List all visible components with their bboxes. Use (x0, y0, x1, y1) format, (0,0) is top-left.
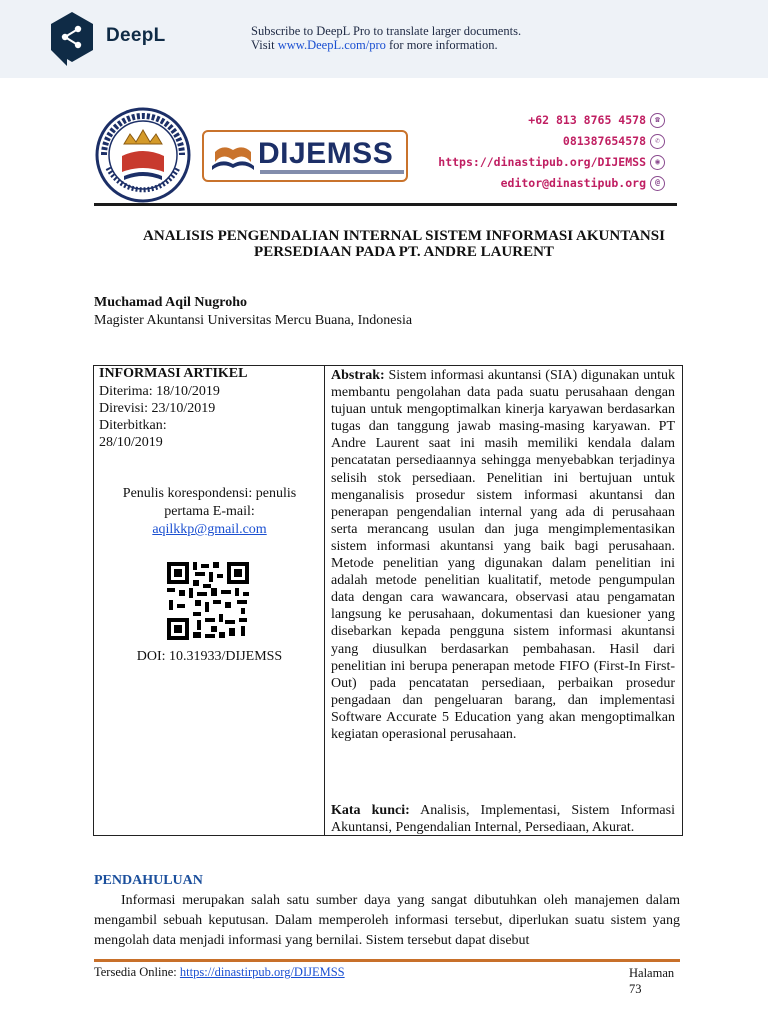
journal-logo-subtitle-bar (260, 170, 404, 174)
contact-phone-text: +62 813 8765 4578 (528, 113, 646, 127)
keywords-text: Analisis, Implementasi, Sistem Informasi Akuntansi, Pengendalian Internal, Persediaan, Akurat. (331, 803, 675, 836)
section-heading-introduction: PENDAHULUAN (94, 873, 203, 888)
article-info-column (94, 366, 325, 835)
introduction-paragraph: Informasi merupakan salah satu sumber daya yang sangat dibutuhkan oleh manajemen dalam mengambil sebuah keputusan. Dalam memperoleh informasi tersebut, diperlukan suatu sistem yang mengolah data menjadi informasi yang bernilai. Sistem tersebut dapat disebut (94, 893, 680, 948)
deepl-logo-icon[interactable] (47, 10, 97, 66)
contact-phone (438, 110, 665, 131)
promo-prefix: Visit (251, 38, 278, 52)
footer-divider (94, 959, 680, 962)
contact-whatsapp (438, 131, 665, 152)
abstract-text: Sistem informasi akuntansi (SIA) digunakan untuk membantu pengolahan data pada suatu perusahaan dengan tujuan untuk mengoptimalkan kinerja karyawan berdasarkan tugas dan tanggung jawab masing-masing karyawan. PT Andre Laurent saat ini masih memiliki kendala dalam pencatatan persediaannya sehingga menyebabkan terjadinya selisih stok persediaan. Penelitian ini bertujuan untuk menganalisis prosedur sistem informasi akuntansi dan penerapan pengendalian internal yang ada di perusahaan serta merancang usulan dan juga mengimplementasikan sistem informasi akuntansi yang baik bagi perusahaan. Metode penelitian yang digunakan dalam penelitian ini adalah metode penelitian kualitatif, metode pengumpulan data dengan cara wawancara, observasi atau pengamatan langsung ke perusahaan, dokumentasi dan kuesioner yang disebarkan kepada pengguna sistem informasi akuntansi yang diusulkan berdasarkan pembahasan. Hasil dari penelitian ini berupa penerapan metode FIFO (First-In First-Out) pada pencatatan persediaan, perbaikan prosedur pengadaan dan pengeluaran barang, dan implementasi Software Accurate 5 Education yang akan mengoptimalkan kegiatan operasional perusahaan. (331, 368, 675, 742)
deepl-pro-link[interactable]: www.DeepL.com/pro (277, 38, 386, 52)
article-info-table (93, 365, 683, 836)
promo-suffix: for more information. (385, 38, 498, 52)
journal-logo-text: DIJEMSS (258, 137, 394, 170)
contact-website-text[interactable]: https://dinastipub.org/DIJEMSS (438, 155, 646, 169)
deepl-banner (0, 0, 768, 78)
revised-date: Direvisi: 23/10/2019 (99, 401, 216, 416)
publisher-contacts (438, 110, 665, 194)
page-number-value: 73 (629, 982, 642, 996)
promo-line-2 (251, 38, 521, 52)
footer-label: Tersedia Online: (94, 965, 180, 979)
published-label: Diterbitkan: (99, 418, 167, 433)
open-book-icon (210, 142, 256, 172)
email-icon: @ (650, 176, 665, 191)
keywords (331, 802, 675, 836)
deepl-promo-text (251, 24, 521, 52)
contact-website[interactable] (438, 152, 665, 173)
dijemss-journal-logo (202, 130, 408, 182)
author-name: Muchamad Aqil Nugroho (94, 295, 247, 310)
contact-whatsapp-text: 081387654578 (562, 134, 646, 148)
deepl-brand-name: DeepL (106, 25, 166, 46)
keywords-label: Kata kunci: (331, 803, 410, 818)
whatsapp-icon: ✆ (650, 134, 665, 149)
phone-icon: ☎ (650, 113, 665, 128)
publisher-header (94, 100, 677, 206)
abstract-column (325, 366, 682, 835)
dinasti-publisher-seal-icon (94, 106, 192, 204)
author-email-link[interactable]: aqilkkp@gmail.com (152, 522, 267, 537)
received-date: Diterima: 18/10/2019 (99, 384, 220, 399)
abstract (331, 367, 675, 743)
web-icon: ◉ (650, 155, 665, 170)
header-divider (94, 203, 677, 206)
corr-line-1: Penulis korespondensi: penulis (122, 486, 297, 501)
info-heading: INFORMASI ARTIKEL (99, 366, 248, 381)
corr-line-2: pertama E-mail: (164, 504, 255, 519)
promo-line-1: Subscribe to DeepL Pro to translate larger documents. (251, 24, 522, 38)
contact-email[interactable] (438, 173, 665, 194)
page-label: Halaman (629, 966, 675, 980)
page-number (629, 965, 674, 997)
footer-availability (94, 965, 345, 980)
corresponding-author (94, 485, 325, 539)
published-date: 28/10/2019 (99, 435, 163, 450)
author-affiliation: Magister Akuntansi Universitas Mercu Buana, Indonesia (94, 313, 413, 328)
footer-journal-link[interactable]: https://dinastirpub.org/DIJEMSS (179, 965, 345, 979)
qr-code-icon (167, 562, 249, 640)
title-line-1: ANALISIS PENGENDALIAN INTERNAL SISTEM INFORMASI AKUNTANSI (143, 228, 665, 244)
contact-email-text[interactable]: editor@dinastipub.org (500, 176, 646, 190)
article-title (94, 228, 714, 260)
title-line-2: PERSEDIAAN PADA PT. ANDRE LAURENT (254, 244, 554, 260)
abstract-label: Abstrak: (331, 368, 385, 383)
doi-text: DOI: 10.31933/DIJEMSS (136, 649, 283, 664)
